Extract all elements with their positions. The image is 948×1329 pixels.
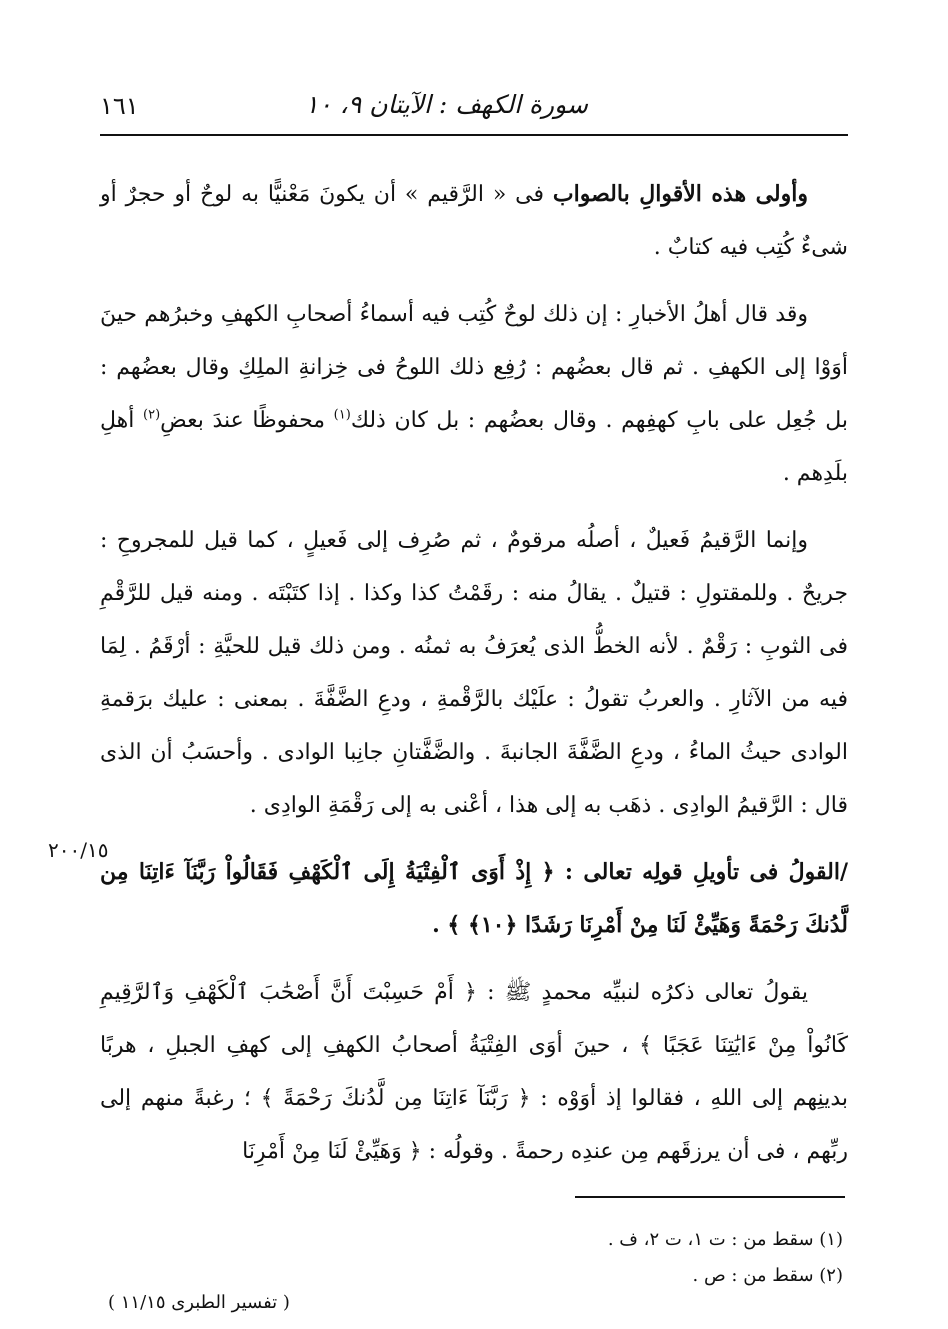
paragraph-text: وإنما الرَّقيمُ فَعيلٌ ، أصلُه مرقومٌ ، ثم صُرِف إلى فَعيلٍ ، كما قيل للمجروحِ : جريحٌ . وللمقتولِ : قتيلٌ . يقالُ منه : رقَمْتُ كذا وكذا . إذا كتَبْتَه . ومنه قيل للرَّقْمِ فى الثوبِ : رَقْمٌ . لأنه الخطُّ الذى يُعرَفُ به ثمنُه . ومن ذلك قيل للحيَّةِ : أرْقَمُ . لِمَا فيه من الآثارِ . والعربُ تقولُ : علَيْك بالرَّقْمةِ ، ودعِ الضَّفَّةَ . بمعنى : عليك برَقمةِ الوادى حيثُ الماءُ ، ودعِ الضَّفَّةَ الجانبةَ . والضَّفَّتانِ جانِبا الوادى . وأحسَبُ أن الذى قال : الرَّقيمُ الوادِى . ذهَب به إلى هذا ، أعْنى به إلى رَقْمَةِ الوادِى . [100,528,848,818]
bold-lead: /القولُ فى تأويلِ قولِه تعالى : [564,859,848,885]
paragraph-text: يقولُ تعالى ذكرُه لنبيِّه محمدٍ ﷺ : ﴿ أَمْ حَسِبْتَ أَنَّ أَصْحَٰبَ ٱلْكَهْفِ وَٱلرَّقِيمِ كَانُواْ مِنْ ءَايَٰتِنَا عَجَبًا ﴾ ، حينَ أوَى الفِتْيَةُ أصحابُ الكهفِ إلى كهفِ الجبلِ ، هربًا بدينِهم إلى اللهِ ، فقالوا إذ أوَوْه : ﴿ رَبَّنَآ ءَاتِنَا مِن لَّدُنكَ رَحْمَةً ﴾ ؛ رغبةً منهم إلى ربِّهم ، فى أن يرزقَهم مِن عندِه رحمةً . وقولُه : ﴿ وَهَيِّئْ لَنَا مِنْ أَمْرِنَا [100,980,848,1164]
footnotes [100,1222,843,1294]
footnote-ref-1: (١) [333,407,351,423]
paragraph-2 [100,288,848,500]
paragraph-text: أهلِ بلَدِهم . [100,408,848,486]
quran-verse: ﴿ إِذْ أَوَى ٱلْفِتْيَةُ إِلَى ٱلْكَهْفِ فَقَالُواْ رَبَّنَآ ءَاتِنَا مِن لَّدُنكَ رَحْمَةً وَهَيِّئْ لَنَا مِنْ أَمْرِنَا رَشَدًا ﴿١٠﴾ ﴾ . [100,859,848,938]
paragraph-3 [100,514,848,832]
volume-reference: ( تفسير الطبرى ١١/١٥ ) [108,1292,290,1313]
footnote-ref-2: (٢) [143,407,161,423]
running-title: سورة الكهف : الآيتان ٩، ١٠ [304,90,588,119]
paragraph-1 [100,168,848,274]
paragraph-4 [100,846,848,952]
bold-lead: وأولى هذه الأقوالِ بالصواب [552,181,808,207]
margin-reference: ٢٠٠/١٥ [48,838,109,862]
header-rule [100,134,848,136]
main-text [100,168,848,1192]
footnote-1: (١) سقط من : ت ١، ت ٢، ف . [607,1229,843,1250]
page-header [100,88,848,128]
footnote-2: (٢) سقط من : ص . [692,1265,843,1286]
paragraph-text: فى « الرَّقيم » أن يكونَ مَعْنيًّا به لوحٌ أو حجرٌ أو شىءٌ كُتِب فيه كتابٌ . [100,182,848,260]
paragraph-text: وقد قال أهلُ الأخبارِ : إن ذلك لوحٌ كُتِب فيه أسماءُ أصحابِ الكهفِ وخبرُهم حينَ أوَوْا إلى الكهفِ . ثم قال بعضُهم : رُفِع ذلك اللوحُ فى خِزانةِ الملِكِ وقال بعضُهم : بل جُعِل على بابِ كهفِهم . وقال بعضُهم : بل كان ذلك [100,302,848,433]
paragraph-text: محفوظًا عندَ بعضِ [160,408,334,433]
paragraph-5 [100,966,848,1178]
footnote-rule [575,1196,845,1198]
page-number: ١٦١ [100,92,139,120]
